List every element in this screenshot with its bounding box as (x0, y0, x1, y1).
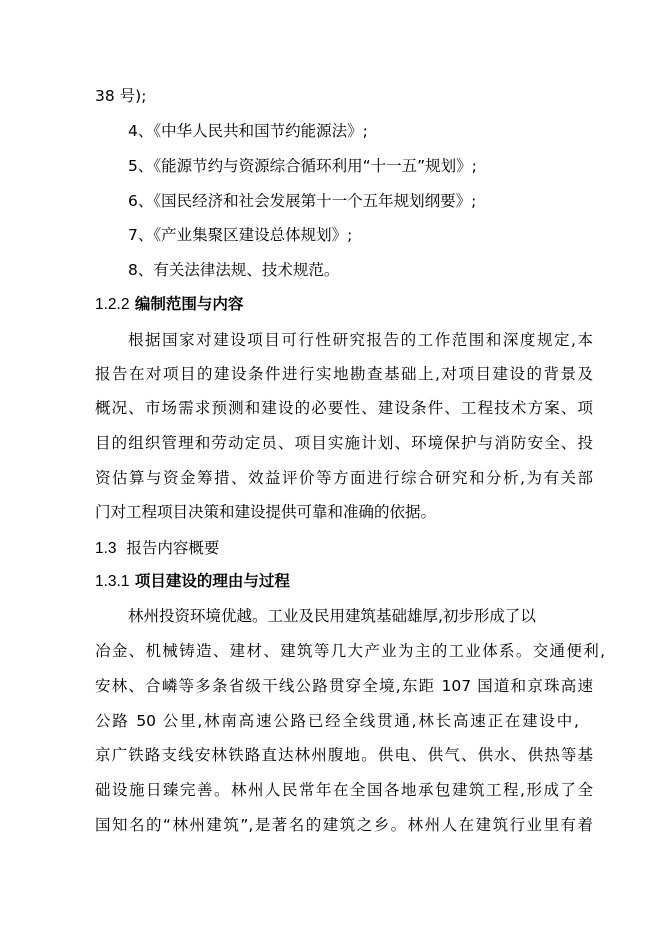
list-continuation: 38 号); (95, 87, 147, 105)
list-item: 8、有关法律法规、技术规范。 (128, 261, 340, 279)
section-heading-1-3 (95, 538, 219, 559)
section-heading-1-3-1 (95, 571, 290, 592)
list-item: 5、《能源节约与资源综合循环利用“十一五”规划》; (128, 157, 477, 175)
paragraph-line: 目的组织管理和劳动定员、项目实施计划、环境保护与消防安全、投 (95, 434, 593, 452)
list-item: 7、《产业集聚区建设总体规划》; (128, 226, 353, 244)
list-item: 4、《中华人民共和国节约能源法》; (128, 122, 368, 140)
list-item: 6、《国民经济和社会发展第十一个五年规划纲要》; (128, 192, 477, 210)
section-title: 项目建设的理由与过程 (134, 572, 290, 590)
paragraph-line: 林州投资环境优越。工业及民用建筑基础雄厚,初步形成了以 (128, 607, 536, 625)
paragraph-line: 国知名的“林州建筑”,是著名的建筑之乡。林州人在建筑行业里有着 (95, 816, 593, 834)
paragraph-line: 公路 50 公里,林南高速公路已经全线贯通,林长高速正在建设中, (95, 712, 579, 730)
section-number: 1.3.1 (95, 573, 130, 590)
paragraph-line: 门对工程项目决策和建设提供可靠和准确的依据。 (95, 503, 437, 521)
section-number: 1.2.2 (95, 296, 130, 313)
paragraph-line: 京广铁路支线安林铁路直达林州腹地。供电、供气、供水、供热等基 (95, 746, 593, 764)
paragraph-line: 概况、市场需求预测和建设的必要性、建设条件、工程技术方案、项 (95, 399, 593, 417)
paragraph-line: 冶金、机械铸造、建材、建筑等几大产业为主的工业体系。交通便利, (95, 642, 605, 660)
section-title: 编制范围与内容 (134, 295, 244, 313)
paragraph-line: 根据国家对建设项目可行性研究报告的工作范围和深度规定,本 (128, 331, 593, 349)
section-title: 报告内容概要 (126, 539, 220, 557)
paragraph-line: 资估算与资金筹措、效益评价等方面进行综合研究和分析,为有关部 (95, 469, 593, 487)
section-number: 1.3 (95, 540, 117, 557)
paragraph-line: 报告在对项目的建设条件进行实地勘查基础上,对项目建设的背景及 (95, 365, 593, 383)
paragraph-line: 础设施日臻完善。林州人民常年在全国各地承包建筑工程,形成了全 (95, 781, 593, 799)
section-heading-1-2-2 (95, 294, 243, 315)
paragraph-line: 安林、合嶙等多条省级干线公路贯穿全境,东距 107 国道和京珠高速 (95, 677, 593, 695)
